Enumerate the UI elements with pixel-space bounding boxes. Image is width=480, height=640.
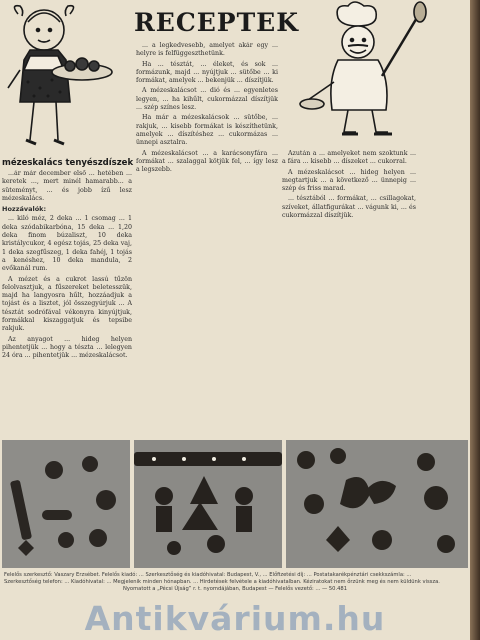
cookie-photos — [0, 440, 470, 568]
cookie-photo-2 — [134, 440, 282, 568]
paragraph: Ha ... tésztát, ... éleket, és sok ... formázunk, majd ... nyújtjuk ... sütőbe ... ki formákat, amelyek ... bekenjük ... díszítjük. — [136, 60, 278, 85]
cookie-photo-1 — [2, 440, 130, 568]
page-title: RECEPTEK — [134, 8, 299, 37]
paragraph: A mézeskalácsot ... hideg helyen ... megtartjuk ... a következő ... ünnepig ... szép és friss marad. — [282, 168, 416, 193]
paragraph: ... tésztából ... formákat, ... csillagokat, szíveket, állatfigurákat ... vágunk ki, ... és cukormázzal díszítjük. — [282, 195, 416, 220]
girl-illustration — [0, 0, 120, 160]
cookie-photo-3 — [286, 440, 468, 568]
watermark-text: Antikvárium.hu — [84, 598, 386, 638]
paragraph: A mézet és a cukrot lassú tűzön felolvasztjuk, a fűszereket beletesszük, majd ha langyosra hűlt, hozzáadjuk a tojást és a lisztet, jól összegyúrjuk ... A tésztát sodrófával vékonyra kinyújtjuk, formákkal kiszaggatjuk és tepsibe rakjuk. — [2, 275, 132, 333]
paragraph: Az anyagot ... hideg helyen pihentetjük ... hogy a tészta ... lelegyen 24 óra ... pihentetjük ... mézeskalácsot. — [2, 335, 132, 360]
chef-illustration — [298, 0, 448, 150]
section-subheading: mézeskalács tenyészdíszek — [2, 158, 134, 168]
imprint-text — [4, 572, 466, 592]
paragraph: A mézeskalácsot ... dió és ... egyenletes legyen, ... ha kihűlt, cukormázzal díszítjük ... szép színes lesz. — [136, 87, 278, 112]
text-column-right — [282, 150, 416, 432]
text-column-middle — [136, 42, 278, 432]
imprint-line: Szerkesztőség telefon: ... Kiadóhivatal: ... Megjelenik minden hónapban. ... Hirdetések felvétele a kiadóhivatalban. Kéziratokat nem őrzünk meg és nem küldünk vissza. — [4, 578, 440, 585]
paragraph: ...ár már december első ... hetében ... keretek ..., mert minél hamarabb... a süteményt, ... és jobb ízű lesz mézeskalács. — [2, 170, 132, 202]
imprint-line: Felelős szerkesztő: Vaszary Erzsébet. Felelős kiadó: ... Szerkesztőség és kiadóhivatal: Budapest, V., ... Előfizetési díj: ... Postatakarékpénztári csekkszámla: ... — [4, 572, 412, 578]
text-column-left — [2, 170, 132, 432]
printer-line: Nyomatott a „Pécsi Újság” r. t. nyomdájában, Budapest — Felelős vezető: ... — 50.481 — [122, 585, 348, 592]
paragraph: Azután a ... amelyeket nem szoktunk ... a fára ... kisebb ... díszeket ... cukorral. — [282, 150, 416, 166]
paragraph: ... a legkedvesebb, amelyet akár egy ... helyre is felfüggeszthetünk. — [136, 42, 278, 58]
watermark — [0, 596, 470, 640]
paragraph: ... kiló méz, 2 deka ... 1 csomag ... 1 deka szódabikarbóna, 15 deka ... 1,20 deka finom búzaliszt, 10 deka kristálycukor, 4 egész tojás, 25 deka vaj, 1 deka szegfűszeg, 1 deka fahéj, 1 tojás a kenéshez, 10 deka mandula, 2 evőkanál rum. — [2, 215, 132, 273]
paragraph: A mézeskalácsot ... a karácsonyfára ... formákat ... szalaggal kötjük fel, ... így lesz a legszebb. — [136, 149, 278, 174]
ingredients-label: Hozzávalók: — [2, 205, 47, 214]
paragraph: Ha már a mézeskalácsok ... sütőbe, ... rakjuk, ... kisebb formákat is készíthetünk, amelyek ... díszítéshez ... cukormázas ... ünnepi asztalra. — [136, 114, 278, 147]
book-spine — [470, 0, 480, 640]
